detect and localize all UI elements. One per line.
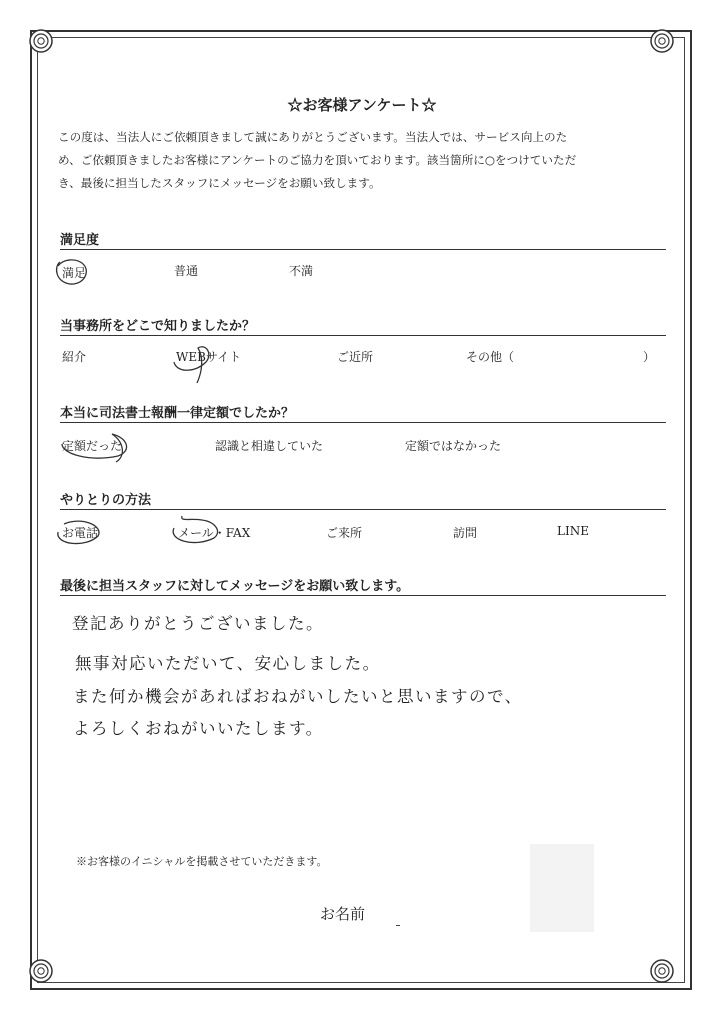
option-satisfied[interactable]: 満足 <box>62 266 87 280</box>
section-heading-fixed-fee: 本当に司法書士報酬一律定額でしたか？ <box>60 406 295 421</box>
option-average[interactable]: 普通 <box>174 264 199 278</box>
name-dash <box>396 925 400 926</box>
intro-line: き、最後に担当したスタッフにメッセージをお願い致します。 <box>58 176 381 190</box>
corner-ornament-icon <box>649 958 675 984</box>
section-rule <box>60 249 666 250</box>
option-not-fixed-fee[interactable]: 定額ではなかった <box>405 439 502 453</box>
section-heading-satisfaction: 満足度 <box>60 233 100 248</box>
section-heading-referral: 当事務所をどこで知りましたか？ <box>60 319 256 334</box>
corner-ornament-icon <box>649 28 675 54</box>
corner-ornament-icon <box>28 28 54 54</box>
option-other-close: ） <box>643 350 656 364</box>
option-different-from-expected[interactable]: 認識と相違していた <box>215 439 324 453</box>
option-home-visit[interactable]: 訪問 <box>453 526 478 540</box>
option-phone[interactable]: お電話 <box>62 526 99 540</box>
section-rule <box>60 595 666 596</box>
option-line[interactable]: LINE <box>557 524 589 538</box>
option-fixed-fee[interactable]: 定額だった <box>62 439 123 453</box>
intro-line: め、ご依頼頂きましたお客様にアンケートのご協力を頂いております。該当箇所に○をつけていただ <box>58 153 577 167</box>
section-heading-contact-method: やりとりの方法 <box>60 493 152 508</box>
section-rule <box>60 335 666 336</box>
section-rule <box>60 422 666 423</box>
handwritten-message-line: また何か機会があればおねがいしたいと思いますので、 <box>73 687 523 706</box>
initials-notice: ※お客様のイニシャルを掲載させていただきます。 <box>76 855 328 868</box>
handwritten-message-line: 無事対応いただいて、安心しました。 <box>75 654 381 673</box>
option-neighborhood[interactable]: ご近所 <box>337 350 374 364</box>
option-office-visit[interactable]: ご来所 <box>326 526 363 540</box>
option-website[interactable]: WEBサイト <box>176 350 242 364</box>
survey-title: ☆お客様アンケート☆ <box>287 96 437 114</box>
survey-intro <box>58 126 668 195</box>
handwritten-message-line: よろしくおねがいいたします。 <box>73 719 324 738</box>
redacted-name-box <box>530 844 594 932</box>
option-introduction[interactable]: 紹介 <box>62 350 87 364</box>
option-other[interactable]: その他（ <box>466 350 515 364</box>
handwritten-message-line: 登記ありがとうございました。 <box>72 614 324 633</box>
name-label: お名前 <box>320 905 366 923</box>
option-dissatisfied[interactable]: 不満 <box>289 264 314 278</box>
option-email-fax[interactable]: メール・FAX <box>178 526 251 540</box>
section-rule <box>60 509 666 510</box>
section-heading-message: 最後に担当スタッフに対してメッセージをお願い致します。 <box>60 579 410 594</box>
corner-ornament-icon <box>28 958 54 984</box>
intro-line: この度は、当法人にご依頼頂きまして誠にありがとうございます。当法人では、サービス向上のた <box>58 130 568 144</box>
